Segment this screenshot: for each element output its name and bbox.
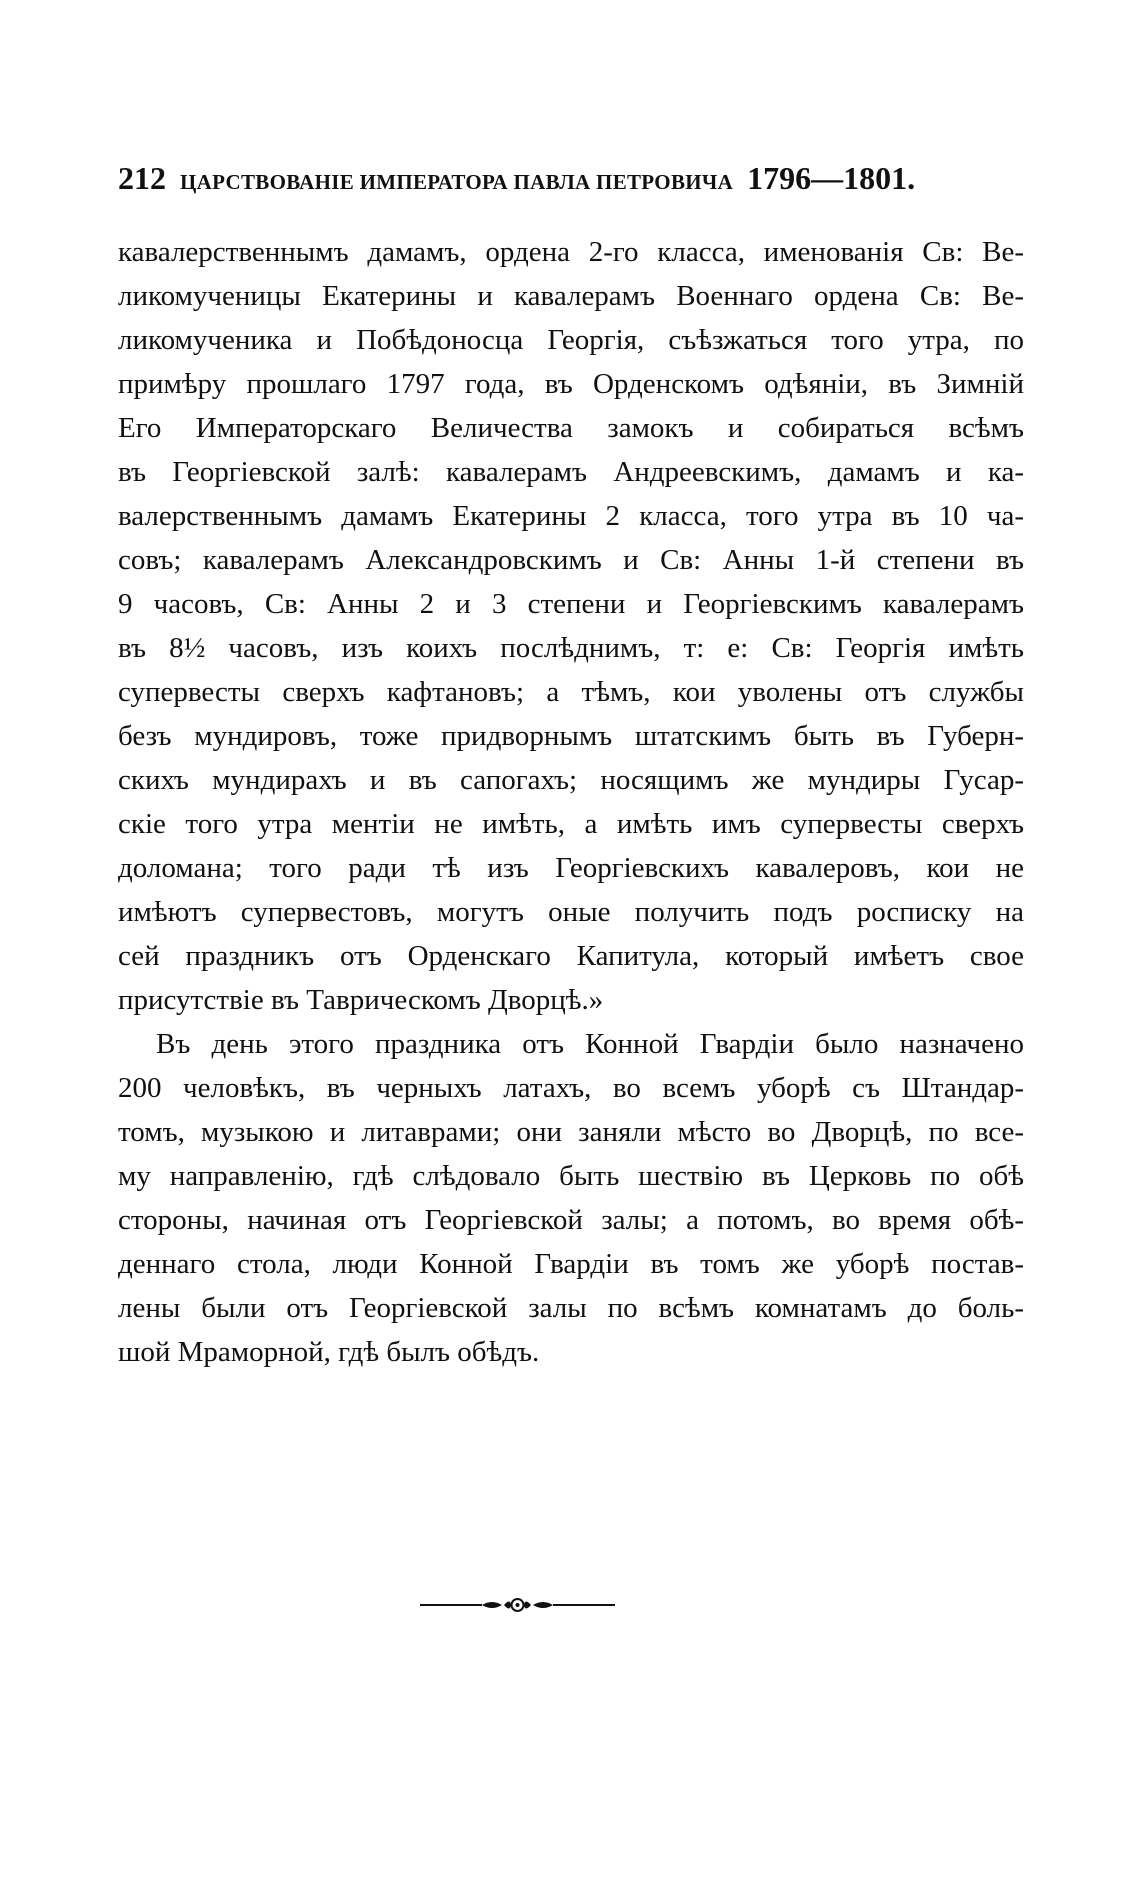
text-line: 9 часовъ, Св: Анны 2 и 3 степени и Георгіевскимъ кавалерамъ [118,588,1024,620]
page-header [118,160,958,204]
text-line: томъ, музыкою и литаврами; они заняли мѣсто во Дворцѣ, по все- [118,1116,1024,1148]
running-title: ЦАРСТВОВАНІЕ ИМПЕРАТОРА ПАВЛА ПЕТРОВИЧА [180,170,734,194]
text-line: скихъ мундирахъ и въ сапогахъ; носящимъ же мундиры Гусар- [118,764,1024,796]
text-line: ликомученицы Екатерины и кавалерамъ Военнаго ордена Св: Ве- [118,280,1024,312]
text-line: доломана; того ради тѣ изъ Георгіевскихъ кавалеровъ, кои не [118,852,1024,884]
header-years: 1796—1801. [747,160,916,196]
text-line: деннаго стола, люди Конной Гвардіи въ томъ же уборѣ постав- [118,1248,1024,1280]
text-line: въ Георгіевской залѣ: кавалерамъ Андреевскимъ, дамамъ и ка- [118,456,1024,488]
text-line: му направленію, гдѣ слѣдовало быть шествію въ Церковь по обѣ [118,1160,1024,1192]
text-line: въ 8½ часовъ, изъ коихъ послѣднимъ, т: е: Св: Георгія имѣть [118,632,1024,664]
text-line: присутствіе въ Таврическомъ Дворцѣ.» [118,984,604,1016]
paragraph-first-line: Въ день этого праздника отъ Конной Гвардіи было назначено [156,1028,1024,1060]
text-line: кавалерственнымъ дамамъ, ордена 2-го класса, именованія Св: Ве- [118,236,1024,268]
text-line: лены были отъ Георгіевской залы по всѣмъ комнатамъ до боль- [118,1292,1024,1324]
ornament-divider-icon [420,1595,615,1615]
text-line: ликомученика и Побѣдоносца Георгія, съѣзжаться того утра, по [118,324,1024,356]
body-text [118,230,1024,1374]
text-line: имѣютъ супервестовъ, могутъ оные получить подъ росписку на [118,896,1024,928]
text-line: стороны, начиная отъ Георгіевской залы; а потомъ, во время обѣ- [118,1204,1024,1236]
text-line: скіе того утра ментіи не имѣть, а имѣть имъ супервесты сверхъ [118,808,1024,840]
text-line: шой Мраморной, гдѣ былъ обѣдъ. [118,1336,540,1368]
text-line: супервесты сверхъ кафтановъ; а тѣмъ, кои уволены отъ службы [118,676,1024,708]
text-line: примѣру прошлаго 1797 года, въ Орденскомъ одѣяніи, въ Зимній [118,368,1024,400]
text-line: безъ мундировъ, тоже придворнымъ штатскимъ быть въ Губерн- [118,720,1024,752]
text-line: сей праздникъ отъ Орденскаго Капитула, который имѣетъ свое [118,940,1024,972]
text-line: Его Императорскаго Величества замокъ и собираться всѣмъ [118,412,1024,444]
text-line: 200 человѣкъ, въ черныхъ латахъ, во всемъ уборѣ съ Штандар- [118,1072,1024,1104]
page-number: 212 [118,160,166,196]
text-line: валерственнымъ дамамъ Екатерины 2 класса, того утра въ 10 ча- [118,500,1024,532]
text-line: совъ; кавалерамъ Александровскимъ и Св: Анны 1-й степени въ [118,544,1024,576]
